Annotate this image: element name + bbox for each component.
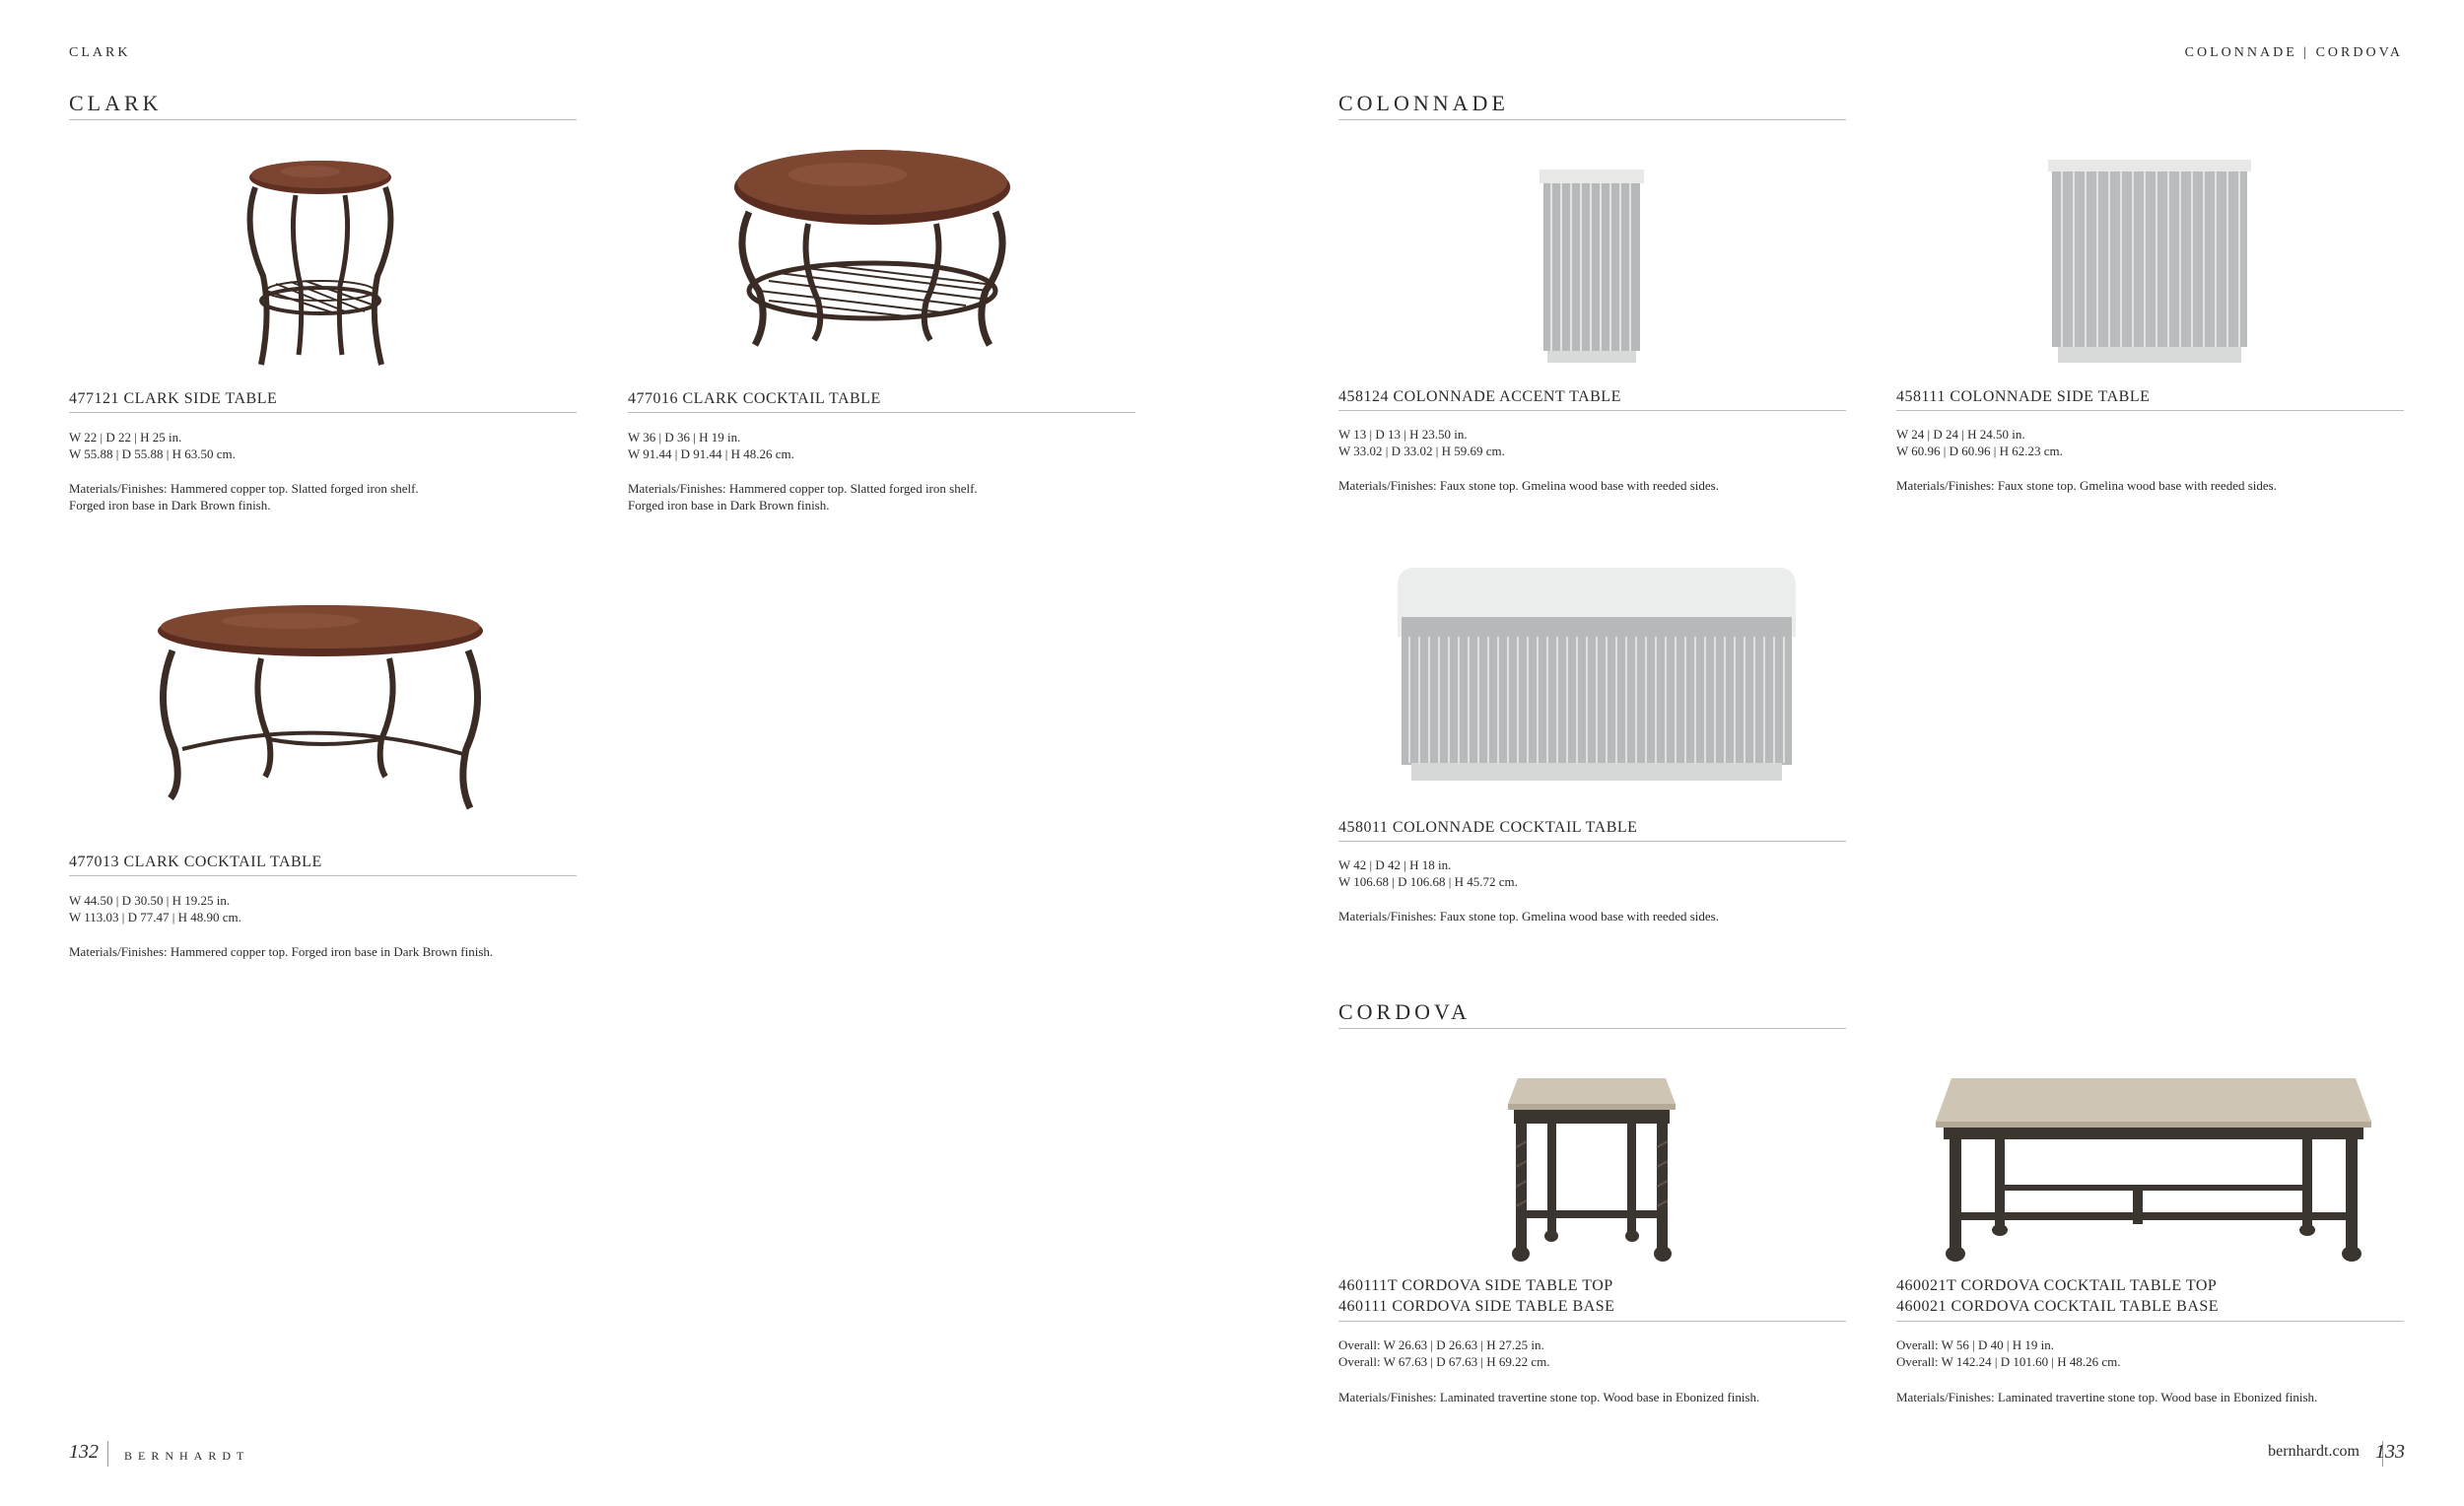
product-dims-458011 bbox=[1338, 856, 1518, 890]
product-rule-458011 bbox=[1338, 841, 1846, 842]
dims-inches: W 44.50 | D 30.50 | H 19.25 in. bbox=[69, 893, 231, 908]
product-dims-458111 bbox=[1896, 426, 2063, 459]
section-rule-colonnade bbox=[1338, 119, 1846, 120]
dims-cm: Overall: W 67.63 | D 67.63 | H 69.22 cm. bbox=[1338, 1354, 1550, 1369]
materials-line: Materials/Finishes: Faux stone top. Gmelina wood base with reeded sides. bbox=[1338, 909, 1719, 924]
product-dims-477121 bbox=[69, 429, 236, 462]
product-rule-458124 bbox=[1338, 410, 1846, 411]
dims-inches: W 13 | D 13 | H 23.50 in. bbox=[1338, 427, 1468, 442]
product-rule-477013 bbox=[69, 875, 577, 876]
product-materials-477121 bbox=[69, 480, 419, 513]
section-rule-cordova bbox=[1338, 1028, 1846, 1029]
product-dims-477016 bbox=[628, 429, 794, 462]
section-title-clark: CLARK bbox=[69, 91, 163, 115]
product-materials-460111 bbox=[1338, 1389, 1759, 1405]
materials-line: Materials/Finishes: Hammered copper top. Slatted forged iron shelf. bbox=[628, 481, 978, 496]
dims-inches: W 42 | D 42 | H 18 in. bbox=[1338, 857, 1452, 872]
product-materials-458124 bbox=[1338, 477, 1719, 494]
product-materials-458011 bbox=[1338, 908, 1719, 924]
footer-separator-left bbox=[107, 1441, 108, 1467]
product-dims-477013 bbox=[69, 892, 241, 925]
clark-side-table-image bbox=[241, 158, 399, 375]
page-number-right: 133 bbox=[2375, 1441, 2405, 1463]
product-title-line: 460021 CORDOVA COCKTAIL TABLE BASE bbox=[1896, 1298, 2220, 1315]
materials-line: Materials/Finishes: Hammered copper top. Slatted forged iron shelf. bbox=[69, 481, 419, 496]
materials-line: Materials/Finishes: Hammered copper top. Forged iron base in Dark Brown finish. bbox=[69, 944, 494, 959]
materials-line: Forged iron base in Dark Brown finish. bbox=[628, 498, 830, 513]
product-rule-460021 bbox=[1896, 1321, 2404, 1322]
materials-line: Materials/Finishes: Faux stone top. Gmelina wood base with reeded sides. bbox=[1896, 478, 2277, 493]
dims-cm: W 55.88 | D 55.88 | H 63.50 cm. bbox=[69, 446, 236, 461]
section-title-colonnade: COLONNADE bbox=[1338, 91, 1509, 115]
product-materials-460021 bbox=[1896, 1389, 2317, 1405]
colonnade-accent-table-image bbox=[1540, 170, 1644, 363]
running-head-left: CLARK bbox=[69, 45, 131, 60]
product-title-477121: 477121 CLARK SIDE TABLE bbox=[69, 390, 278, 407]
product-title-line: 460111T CORDOVA SIDE TABLE TOP bbox=[1338, 1277, 1613, 1294]
product-materials-477016 bbox=[628, 480, 978, 513]
materials-line: Materials/Finishes: Laminated travertine stone top. Wood base in Ebonized finish. bbox=[1896, 1390, 2318, 1404]
product-title-460111 bbox=[1338, 1275, 1614, 1317]
product-title-458011: 458011 COLONNADE COCKTAIL TABLE bbox=[1338, 819, 1638, 836]
product-title-460021 bbox=[1896, 1275, 2219, 1317]
dims-cm: W 60.96 | D 60.96 | H 62.23 cm. bbox=[1896, 444, 2063, 458]
dims-inches: Overall: W 56 | D 40 | H 19 in. bbox=[1896, 1337, 2054, 1352]
clark-cocktail-table-477016-image bbox=[729, 143, 1015, 350]
dims-inches: W 22 | D 22 | H 25 in. bbox=[69, 430, 182, 445]
product-rule-458111 bbox=[1896, 410, 2404, 411]
product-dims-458124 bbox=[1338, 426, 1505, 459]
cordova-cocktail-table-image bbox=[1936, 1078, 2371, 1262]
materials-line: Materials/Finishes: Laminated travertine stone top. Wood base in Ebonized finish. bbox=[1338, 1390, 1760, 1404]
dims-cm: W 33.02 | D 33.02 | H 59.69 cm. bbox=[1338, 444, 1505, 458]
brand-logo-text: BERNHARDT bbox=[124, 1449, 250, 1463]
cordova-side-table-image bbox=[1508, 1078, 1676, 1262]
section-title-cordova: CORDOVA bbox=[1338, 999, 1471, 1024]
product-title-line: 460111 CORDOVA SIDE TABLE BASE bbox=[1338, 1298, 1615, 1315]
product-title-458111: 458111 COLONNADE SIDE TABLE bbox=[1896, 388, 2151, 405]
product-dims-460021 bbox=[1896, 1336, 2121, 1370]
colonnade-cocktail-table-image bbox=[1398, 568, 1796, 781]
product-dims-460111 bbox=[1338, 1336, 1550, 1370]
product-rule-460111 bbox=[1338, 1321, 1846, 1322]
product-materials-477013 bbox=[69, 943, 493, 960]
product-materials-458111 bbox=[1896, 477, 2277, 494]
clark-cocktail-table-477013-image bbox=[153, 601, 488, 818]
website-link[interactable]: bernhardt.com bbox=[2268, 1443, 2360, 1460]
dims-cm: W 106.68 | D 106.68 | H 45.72 cm. bbox=[1338, 874, 1518, 889]
dims-cm: Overall: W 142.24 | D 101.60 | H 48.26 cm. bbox=[1896, 1354, 2121, 1369]
section-rule-clark bbox=[69, 119, 577, 120]
product-rule-477016 bbox=[628, 412, 1135, 413]
dims-cm: W 91.44 | D 91.44 | H 48.26 cm. bbox=[628, 446, 794, 461]
colonnade-side-table-image bbox=[2048, 160, 2251, 363]
dims-inches: W 36 | D 36 | H 19 in. bbox=[628, 430, 741, 445]
running-head-right: COLONNADE | CORDOVA bbox=[2184, 45, 2403, 60]
product-title-477013: 477013 CLARK COCKTAIL TABLE bbox=[69, 854, 322, 870]
dims-cm: W 113.03 | D 77.47 | H 48.90 cm. bbox=[69, 910, 241, 924]
product-title-line: 460021T CORDOVA COCKTAIL TABLE TOP bbox=[1896, 1277, 2218, 1294]
page-number-left: 132 bbox=[69, 1441, 99, 1463]
product-title-458124: 458124 COLONNADE ACCENT TABLE bbox=[1338, 388, 1621, 405]
materials-line: Materials/Finishes: Faux stone top. Gmelina wood base with reeded sides. bbox=[1338, 478, 1719, 493]
materials-line: Forged iron base in Dark Brown finish. bbox=[69, 498, 271, 513]
dims-inches: Overall: W 26.63 | D 26.63 | H 27.25 in. bbox=[1338, 1337, 1544, 1352]
product-rule-477121 bbox=[69, 412, 577, 413]
dims-inches: W 24 | D 24 | H 24.50 in. bbox=[1896, 427, 2025, 442]
product-title-477016: 477016 CLARK COCKTAIL TABLE bbox=[628, 390, 881, 407]
